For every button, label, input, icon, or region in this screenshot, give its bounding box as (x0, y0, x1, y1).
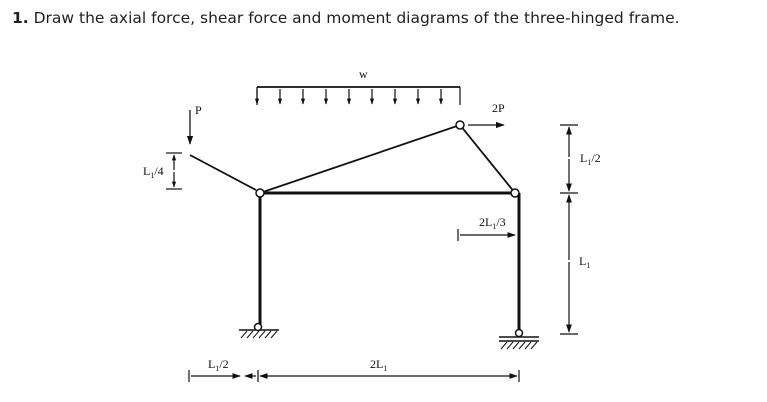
dimension-L1-over-2-vertical (560, 125, 601, 193)
point-load-P (190, 103, 202, 144)
label-2P: 2P (492, 101, 505, 115)
label-2L1-bottom: 2L1 (370, 357, 388, 373)
left-pin-support (239, 324, 279, 339)
frame-members (190, 125, 519, 330)
load-arrows (257, 89, 441, 104)
label-w: w (359, 67, 368, 81)
hinge-crown (456, 121, 464, 129)
dimension-2L1-over-3 (458, 215, 515, 241)
hinge-right-joint (511, 189, 519, 197)
label-L1-over-4: L1/4 (143, 164, 164, 180)
label-L1-over-2-bottom: L1/2 (208, 357, 229, 373)
label-P: P (195, 103, 202, 117)
point-load-2P (468, 101, 505, 125)
label-2L1-over-3: 2L1/3 (479, 215, 506, 231)
dimension-L1-vertical (560, 195, 590, 334)
distributed-load-w (257, 67, 460, 105)
problem-text: Draw the axial force, shear force and moment diagrams of the three-hinged frame. (33, 9, 680, 27)
right-roller-support (499, 330, 539, 350)
dimension-L1-over-4 (143, 153, 182, 189)
dimension-bottom (189, 357, 519, 382)
label-L1-over-2-right: L1/2 (580, 151, 601, 167)
problem-number: 1. (12, 9, 29, 27)
label-L1-right: L1 (579, 254, 591, 270)
hinge-left-joint (256, 189, 264, 197)
